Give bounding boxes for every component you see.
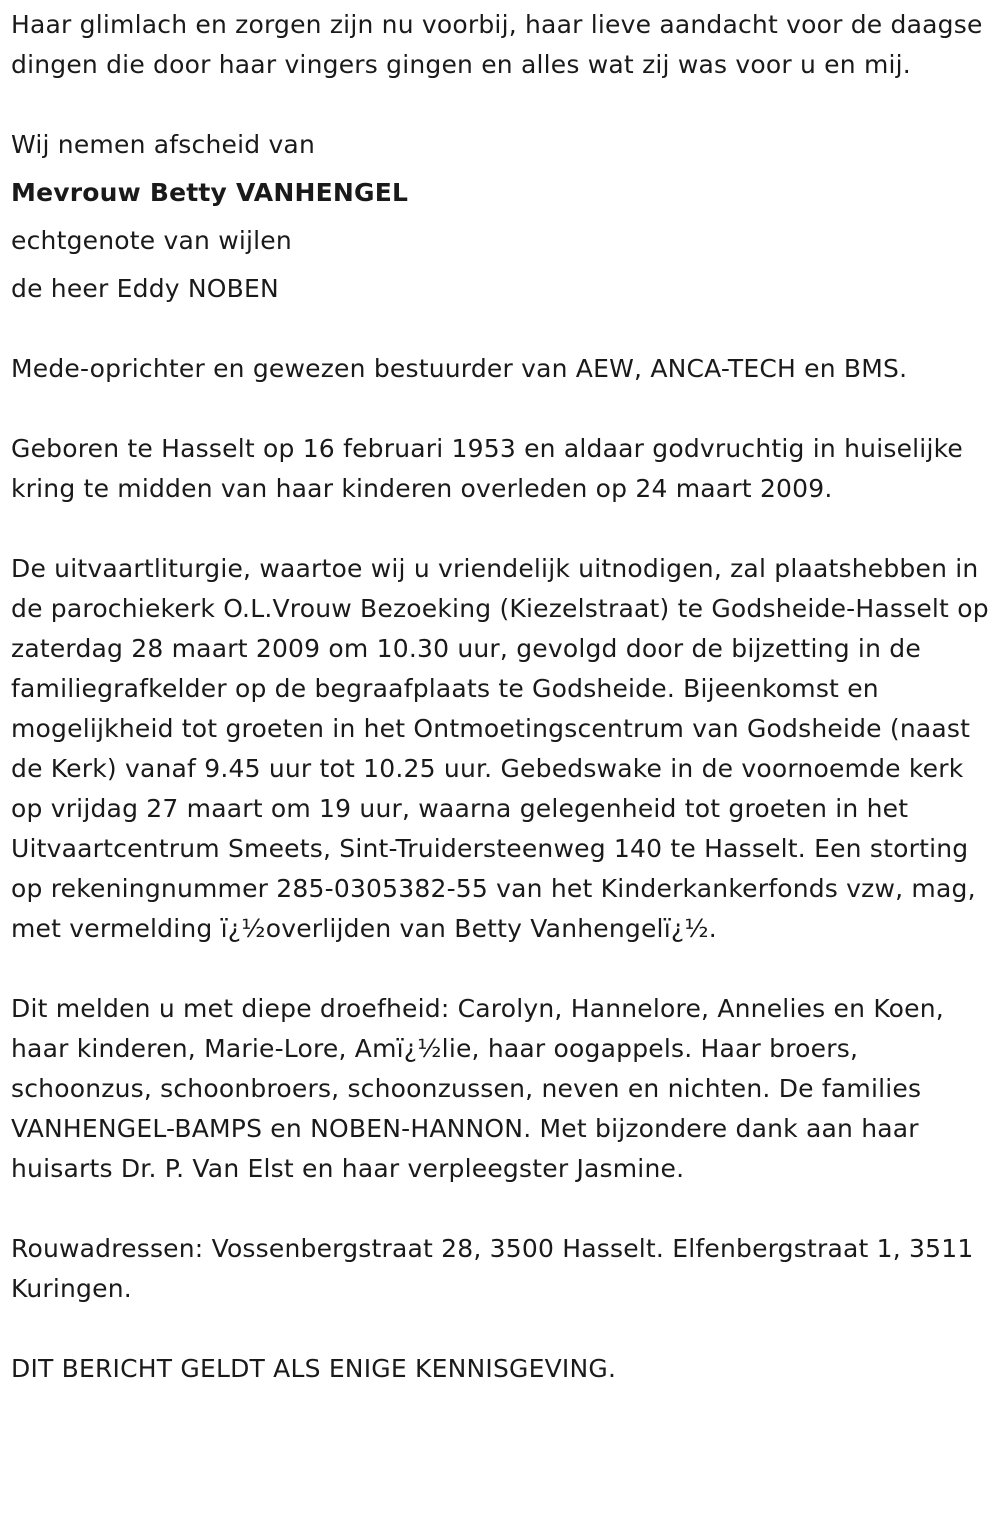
addresses-paragraph: Rouwadressen: Vossenbergstraat 28, 3500 Hasselt. Elfenbergstraat 1, 3511 Kuringen. — [11, 1234, 974, 1303]
closing-notice: DIT BERICHT GELDT ALS ENIGE KENNISGEVING. — [11, 1354, 617, 1383]
funeral-paragraph: De uitvaartliturgie, waartoe wij u vriendelijk uitnodigen, zal plaatshebben in de parochiekerk O.L.Vrouw Bezoeking (Kiezelstraat) te Godsheide-Hasselt op zaterdag 28 maart 2009 om 10.30 uur, gevolgd door de bijzetting in de familiegrafkelder op de begraafplaats te Godsheide. Bijeenkomst en mogelijkheid tot groeten in het Ontmoetingscentrum van Godsheide (naast de Kerk) vanaf 9.45 uur tot 10.25 uur. Gebedswake in de voornoemde kerk op vrijdag 27 maart om 19 uur, waarna gelegenheid tot groeten in het Uitvaartcentrum Smeets, Sint-Truidersteenweg 140 te Hasselt. Een storting op rekeningnummer 285-0305382-55 van het Kinderkankerfonds vzw, mag, met vermelding ï¿½overlijden van Betty Vanhengelï¿½. — [11, 554, 989, 943]
family-paragraph: Dit melden u met diepe droefheid: Carolyn, Hannelore, Annelies en Koen, haar kinderen, Marie-Lore, Amï¿½lie, haar oogappels. Haar broers, schoonzus, schoonbroers, schoonzussen, neven en nichten. De families VANHENGEL-BAMPS en NOBEN-HANNON. Met bijzondere dank aan haar huisarts Dr. P. Van Elst en haar verpleegster Jasmine. — [11, 994, 944, 1183]
deceased-name: Mevrouw Betty VANHENGEL — [11, 178, 409, 207]
intro-paragraph: Haar glimlach en zorgen zijn nu voorbij, haar lieve aandacht voor de daagse dingen die door haar vingers gingen en alles wat zij was voor u en mij. — [11, 10, 983, 79]
spouse-line-2: de heer Eddy NOBEN — [11, 274, 279, 303]
birth-death-paragraph: Geboren te Hasselt op 16 februari 1953 en aldaar godvruchtig in huiselijke kring te midden van haar kinderen overleden op 24 maart 2009. — [11, 434, 963, 503]
spouse-line-1: echtgenote van wijlen — [11, 226, 292, 255]
cofounder-paragraph: Mede-oprichter en gewezen bestuurder van AEW, ANCA-TECH en BMS. — [11, 354, 908, 383]
farewell-line: Wij nemen afscheid van — [11, 130, 315, 159]
